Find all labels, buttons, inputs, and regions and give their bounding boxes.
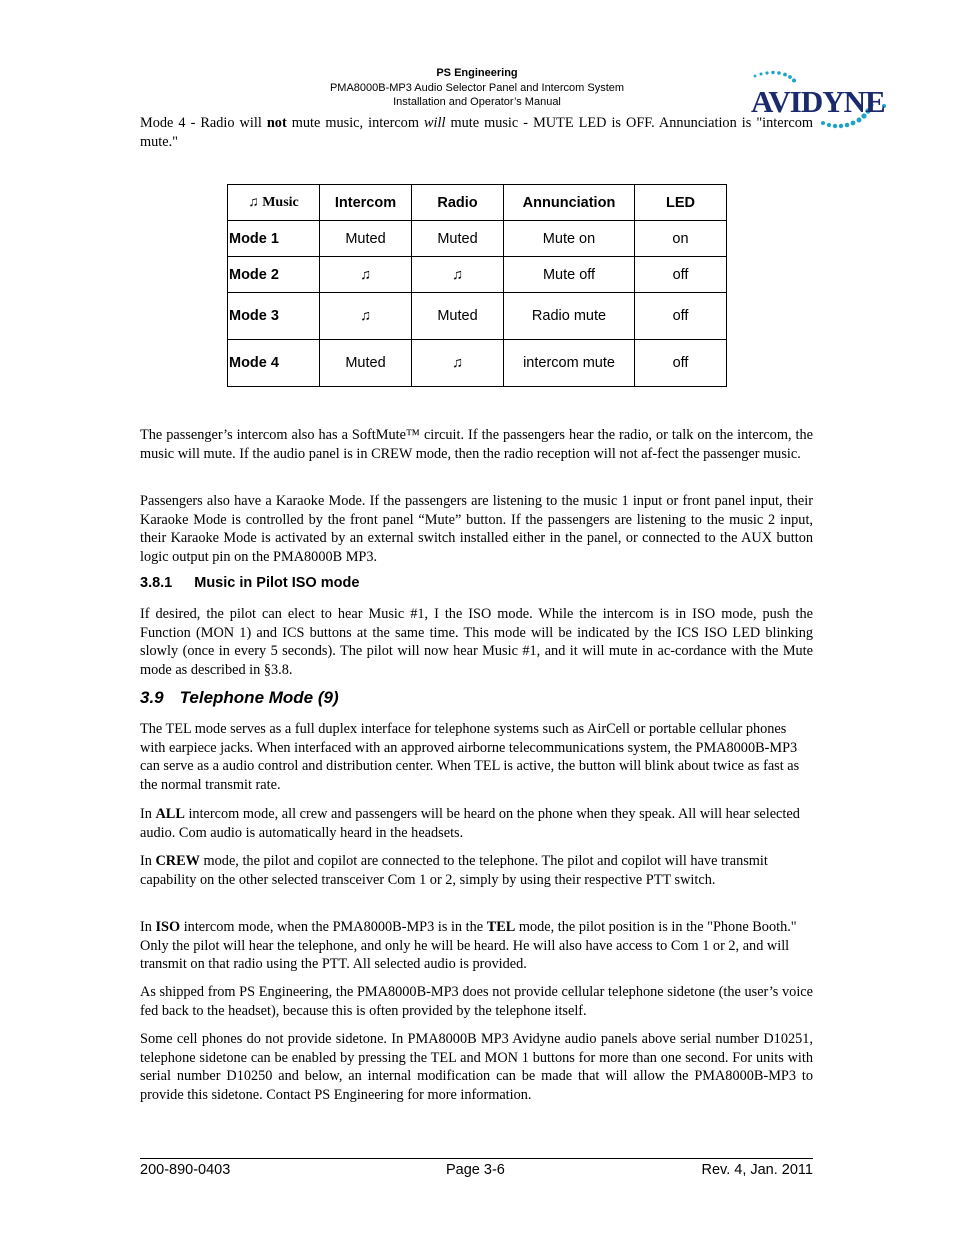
intro-paragraph: Mode 4 - Radio will not mute music, intercom will mute music - MUTE LED is OFF. Annunciation is "intercom mute." <box>140 115 813 150</box>
led-cell: off <box>635 293 727 340</box>
tel-mode-paragraph: The TEL mode serves as a full duplex interface for telephone systems such as AirCell or portable cellular phones with earpiece jacks. When interfaced with an approved airborne telecommunications system, the PMA8000B-MP3 can serve as a audio control and distribution center. When TEL is active, the button will blink about twice as fast as the normal transmit rate. <box>140 721 800 793</box>
music-note-icon: ♫ <box>248 195 259 210</box>
header-led: LED <box>635 185 727 221</box>
intercom-cell: ♫ <box>320 293 412 340</box>
section-3-8-1-heading: 3.8.1 Music in Pilot ISO mode <box>140 575 360 591</box>
mode-cell: Mode 1 <box>228 221 320 257</box>
header-radio: Radio <box>412 185 504 221</box>
header-product: PMA8000B-MP3 Audio Selector Panel and Intercom System <box>329 82 625 94</box>
led-cell: on <box>635 221 727 257</box>
header-manual: Installation and Operator’s Manual <box>393 96 561 108</box>
header-annunciation: Annunciation <box>504 185 635 221</box>
radio-cell: ♫ <box>412 257 504 293</box>
footer-divider <box>140 1158 813 1159</box>
shipped-paragraph: As shipped from PS Engineering, the PMA8000B-MP3 does not provide cellular telephone sidetone (the user’s voice fed back to the headset), because this is often provided by the telephone itself. <box>140 984 813 1019</box>
annunciation-cell: Radio mute <box>504 293 635 340</box>
radio-cell: ♫ <box>412 340 504 387</box>
table-row <box>228 257 727 293</box>
mode-cell: Mode 4 <box>228 340 320 387</box>
radio-cell: Muted <box>412 221 504 257</box>
section-3-9-heading: 3.9 Telephone Mode (9) <box>140 688 339 707</box>
header-company: PS Engineering <box>436 67 518 79</box>
annunciation-cell: Mute off <box>504 257 635 293</box>
table-row <box>228 340 727 387</box>
music-mode-table <box>227 184 727 387</box>
table-header-row <box>228 185 727 221</box>
mode-cell: Mode 3 <box>228 293 320 340</box>
intercom-cell: ♫ <box>320 257 412 293</box>
intercom-cell: Muted <box>320 340 412 387</box>
footer-page-number: Page 3-6 <box>446 1162 505 1178</box>
header-intercom: Intercom <box>320 185 412 221</box>
iso-mode-paragraph: In ISO intercom mode, when the PMA8000B-MP3 is in the TEL mode, the pilot position is in the "Phone Booth." Only the pilot will hear the telephone, and only he will be heard. He will also have access to Com 1 or 2, and will transmit on that radio using the PTT. All selected audio is provided. <box>140 919 797 972</box>
iso-music-paragraph: If desired, the pilot can elect to hear Music #1, I the ISO mode. While the intercom is in ISO mode, push the Function (MON 1) and ICS buttons at the same time. This mode will be indicated by the ICS ISO LED blinking slowly (once in every 5 seconds). The pilot will now hear Music #1, and it will mute in ac-cordance with the Mute mode as described in §3.8. <box>140 606 813 678</box>
karaoke-paragraph: Passengers also have a Karaoke Mode. If the passengers are listening to the music 1 input or front panel input, their Karaoke Mode is controlled by the front panel “Mute” button. If the passengers are listening to the music 2 input, their Karaoke Mode is activated by an external switch installed either in the panel, or connected to the AUX button logic output pin on the PMA8000B MP3. <box>140 493 813 565</box>
mode-cell: Mode 2 <box>228 257 320 293</box>
led-cell: off <box>635 340 727 387</box>
led-cell: off <box>635 257 727 293</box>
intercom-cell: Muted <box>320 221 412 257</box>
sidetone-paragraph: Some cell phones do not provide sidetone. In PMA8000B MP3 Avidyne audio panels above serial number D10251, telephone sidetone can be enabled by pressing the TEL and MON 1 buttons for more than one second. For units with serial number D10250 and below, an internal modification can be made that will allow the PMA8000B-MP3 to provide this sidetone. Contact PS Engineering for more information. <box>140 1031 813 1103</box>
logo-text: AVIDYNE <box>751 84 885 119</box>
crew-mode-paragraph: In CREW mode, the pilot and copilot are connected to the telephone. The pilot and copilot will have transmit capability on the other selected transceiver Com 1 or 2, simply by using their respective PTT switch. <box>140 853 768 888</box>
softmute-paragraph: The passenger’s intercom also has a SoftMute™ circuit. If the passengers hear the radio, or talk on the intercom, the music will mute. If the audio panel is in CREW mode, then the radio reception will not af-fect the passenger music. <box>140 427 813 462</box>
radio-cell: Muted <box>412 293 504 340</box>
annunciation-cell: intercom mute <box>504 340 635 387</box>
table-row <box>228 293 727 340</box>
all-mode-paragraph: In ALL intercom mode, all crew and passengers will be heard on the phone when they speak. All will hear selected audio. Com audio is automatically heard in the headsets. <box>140 806 800 841</box>
annunciation-cell: Mute on <box>504 221 635 257</box>
header-music: ♫ Music <box>228 185 320 221</box>
table-row <box>228 221 727 257</box>
footer-revision: Rev. 4, Jan. 2011 <box>701 1162 813 1178</box>
footer-doc-number: 200-890-0403 <box>140 1162 231 1178</box>
